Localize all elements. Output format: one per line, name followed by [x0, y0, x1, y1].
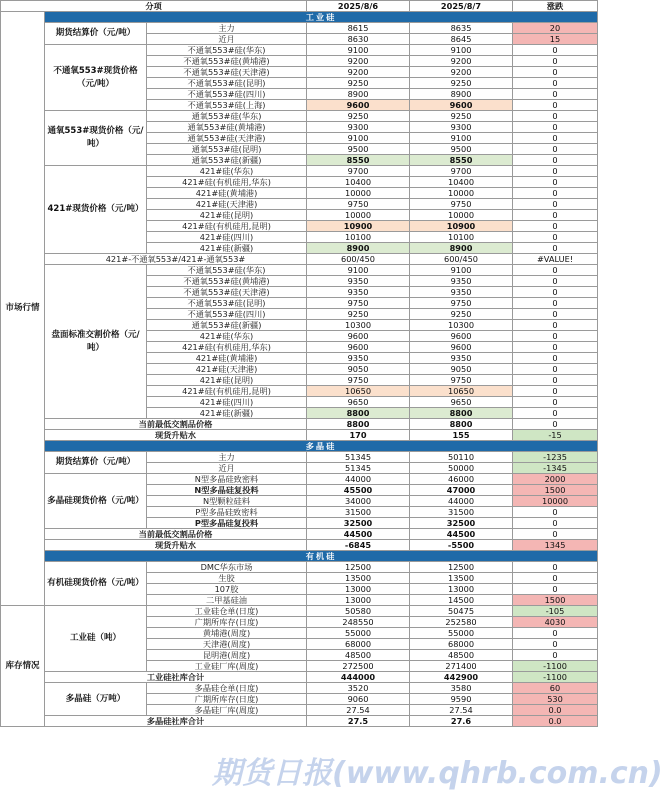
- row-change: 0: [513, 353, 598, 364]
- row-value-date-2: 9100: [410, 265, 513, 276]
- table-row: [1, 672, 598, 683]
- row-change: -105: [513, 606, 598, 617]
- row-value-date-1: 9350: [307, 287, 410, 298]
- row-name: 不通氧553#硅(华东): [147, 45, 307, 56]
- row-value-date-1: 9300: [307, 122, 410, 133]
- row-value-date-2: 8635: [410, 23, 513, 34]
- group-label: 通氧553#现货价格（元/吨）: [45, 111, 147, 166]
- row-change: 0.0: [513, 705, 598, 716]
- row-value-date-1: 48500: [307, 650, 410, 661]
- row-change: 0: [513, 56, 598, 67]
- row-value-date-2: 9350: [410, 287, 513, 298]
- row-value-date-2: 9200: [410, 56, 513, 67]
- row-name: 昆明港(周度): [147, 650, 307, 661]
- section-title: 有机硅: [45, 551, 598, 562]
- header-change: 涨跌: [513, 1, 598, 12]
- group-label: 有机硅现货价格（元/吨）: [45, 562, 147, 606]
- row-value-date-1: 9060: [307, 694, 410, 705]
- table-row: [1, 606, 598, 617]
- row-name: 通氧553#硅(华东): [147, 111, 307, 122]
- row-name: 现货升贴水: [45, 540, 307, 551]
- row-name: 通氧553#硅(昆明): [147, 144, 307, 155]
- row-value-date-2: 9250: [410, 309, 513, 320]
- row-value-date-1: 9250: [307, 111, 410, 122]
- row-change: 0: [513, 628, 598, 639]
- row-value-date-2: 12500: [410, 562, 513, 573]
- row-value-date-1: 9250: [307, 78, 410, 89]
- row-name: 黄埔港(周度): [147, 628, 307, 639]
- row-change: #VALUE!: [513, 254, 598, 265]
- row-change: 0: [513, 199, 598, 210]
- section-row: [1, 12, 598, 23]
- row-value-date-1: 27.5: [307, 716, 410, 727]
- header-date-1: 2025/8/6: [307, 1, 410, 12]
- row-name: 421#硅(新疆): [147, 243, 307, 254]
- row-value-date-2: 9600: [410, 342, 513, 353]
- table-row: [1, 254, 598, 265]
- row-change: 2000: [513, 474, 598, 485]
- row-value-date-1: 27.54: [307, 705, 410, 716]
- row-value-date-2: 10100: [410, 232, 513, 243]
- row-value-date-2: 271400: [410, 661, 513, 672]
- row-value-date-1: 44000: [307, 474, 410, 485]
- row-name: 421#硅(昆明): [147, 375, 307, 386]
- row-name: 107胶: [147, 584, 307, 595]
- row-value-date-1: 9200: [307, 67, 410, 78]
- row-value-date-1: 9100: [307, 133, 410, 144]
- row-value-date-2: 600/450: [410, 254, 513, 265]
- row-change: 0: [513, 320, 598, 331]
- row-change: 0: [513, 529, 598, 540]
- row-value-date-2: 9500: [410, 144, 513, 155]
- row-value-date-2: 9350: [410, 276, 513, 287]
- table-row: [1, 529, 598, 540]
- table-row: [1, 111, 598, 122]
- row-change: 0: [513, 78, 598, 89]
- row-value-date-1: 55000: [307, 628, 410, 639]
- row-name: N型多晶硅复投料: [147, 485, 307, 496]
- row-change: 0: [513, 144, 598, 155]
- row-value-date-2: 68000: [410, 639, 513, 650]
- table-row: [1, 540, 598, 551]
- row-name: 主力: [147, 23, 307, 34]
- row-name: 通氧553#硅(新疆): [147, 155, 307, 166]
- row-value-date-2: 8550: [410, 155, 513, 166]
- row-change: -1100: [513, 661, 598, 672]
- row-name: 不通氧553#硅(黄埔港): [147, 276, 307, 287]
- table-row: [1, 562, 598, 573]
- table-row: [1, 23, 598, 34]
- row-value-date-2: 9590: [410, 694, 513, 705]
- row-value-date-2: 9700: [410, 166, 513, 177]
- row-change: 0: [513, 265, 598, 276]
- row-name: P型多晶硅复投料: [147, 518, 307, 529]
- row-name: 通氧553#硅(天津港): [147, 133, 307, 144]
- row-change: 0: [513, 639, 598, 650]
- row-value-date-2: 32500: [410, 518, 513, 529]
- row-value-date-1: 8630: [307, 34, 410, 45]
- row-value-date-2: 9350: [410, 353, 513, 364]
- row-change: 0: [513, 298, 598, 309]
- row-value-date-1: 272500: [307, 661, 410, 672]
- row-value-date-2: 9250: [410, 111, 513, 122]
- row-name: 421#硅(黄埔港): [147, 353, 307, 364]
- row-change: 20: [513, 23, 598, 34]
- row-value-date-1: 8550: [307, 155, 410, 166]
- row-name: 421#硅(有机硅用,昆明): [147, 221, 307, 232]
- row-value-date-1: 9050: [307, 364, 410, 375]
- row-value-date-1: 8900: [307, 243, 410, 254]
- row-change: -1100: [513, 672, 598, 683]
- row-value-date-2: 14500: [410, 595, 513, 606]
- row-change: 0: [513, 342, 598, 353]
- row-value-date-1: 51345: [307, 463, 410, 474]
- row-value-date-2: 50000: [410, 463, 513, 474]
- row-change: 0: [513, 166, 598, 177]
- category-stock: 库存情况: [1, 606, 45, 727]
- row-name: 421#硅(昆明): [147, 210, 307, 221]
- row-value-date-1: -6845: [307, 540, 410, 551]
- row-value-date-2: 9750: [410, 375, 513, 386]
- row-name: P型多晶硅致密料: [147, 507, 307, 518]
- row-name: 工业硅厂库(周度): [147, 661, 307, 672]
- row-name: 工业硅仓单(日度): [147, 606, 307, 617]
- row-value-date-1: 10000: [307, 188, 410, 199]
- row-change: 0: [513, 122, 598, 133]
- row-name: 不通氧553#硅(天津港): [147, 287, 307, 298]
- row-value-date-1: 34000: [307, 496, 410, 507]
- row-change: -15: [513, 430, 598, 441]
- row-name: 421#硅(华东): [147, 331, 307, 342]
- row-change: 0: [513, 232, 598, 243]
- row-value-date-1: 9100: [307, 265, 410, 276]
- row-change: 0: [513, 507, 598, 518]
- row-value-date-2: 155: [410, 430, 513, 441]
- row-name: 主力: [147, 452, 307, 463]
- row-change: 0: [513, 397, 598, 408]
- row-name: 421#硅(有机硅用,华东): [147, 342, 307, 353]
- row-value-date-2: 9050: [410, 364, 513, 375]
- row-name: 生胶: [147, 573, 307, 584]
- row-value-date-2: 55000: [410, 628, 513, 639]
- group-label: 不通氧553#现货价格（元/吨）: [45, 45, 147, 111]
- table-row: [1, 452, 598, 463]
- row-value-date-1: 444000: [307, 672, 410, 683]
- row-name: 不通氧553#硅(上海): [147, 100, 307, 111]
- row-change: 0: [513, 584, 598, 595]
- row-value-date-2: 9600: [410, 100, 513, 111]
- row-value-date-1: 8900: [307, 89, 410, 100]
- row-change: 0: [513, 188, 598, 199]
- row-value-date-2: 8900: [410, 243, 513, 254]
- row-value-date-1: 170: [307, 430, 410, 441]
- row-value-date-1: 600/450: [307, 254, 410, 265]
- row-name: 现货升贴水: [45, 430, 307, 441]
- table-row: [1, 683, 598, 694]
- row-value-date-2: 46000: [410, 474, 513, 485]
- row-value-date-1: 9350: [307, 353, 410, 364]
- row-value-date-1: 8800: [307, 419, 410, 430]
- row-name: 不通氧553#硅(华东): [147, 265, 307, 276]
- row-name: 多晶硅厂库(周度): [147, 705, 307, 716]
- header-item: 分项: [1, 1, 307, 12]
- row-change: 0: [513, 650, 598, 661]
- row-value-date-2: 9100: [410, 133, 513, 144]
- row-value-date-2: 31500: [410, 507, 513, 518]
- row-name: 421#硅(有机硅用,华东): [147, 177, 307, 188]
- row-value-date-2: 9600: [410, 331, 513, 342]
- row-name: N型颗粒硅料: [147, 496, 307, 507]
- row-value-date-2: 44500: [410, 529, 513, 540]
- row-value-date-1: 9700: [307, 166, 410, 177]
- row-value-date-2: 9750: [410, 298, 513, 309]
- row-change: 0: [513, 518, 598, 529]
- row-value-date-2: 252580: [410, 617, 513, 628]
- row-change: 0: [513, 210, 598, 221]
- section-title: 多晶硅: [45, 441, 598, 452]
- row-value-date-2: 13500: [410, 573, 513, 584]
- row-value-date-1: 10300: [307, 320, 410, 331]
- row-name: N型多晶硅致密料: [147, 474, 307, 485]
- row-value-date-1: 9100: [307, 45, 410, 56]
- row-value-date-2: 9200: [410, 67, 513, 78]
- row-name: 广期所库存(日度): [147, 617, 307, 628]
- row-change: 1500: [513, 595, 598, 606]
- row-name: 不通氧553#硅(四川): [147, 309, 307, 320]
- group-label: 盘面标准交割价格（元/吨）: [45, 265, 147, 419]
- group-label: 期货结算价（元/吨）: [45, 23, 147, 45]
- row-value-date-2: 48500: [410, 650, 513, 661]
- row-name: 421#硅(黄埔港): [147, 188, 307, 199]
- row-name: 421#硅(天津港): [147, 199, 307, 210]
- group-label: 工业硅（吨）: [45, 606, 147, 672]
- row-name: 当前最低交割品价格: [45, 419, 307, 430]
- row-name: 通氧553#硅(黄埔港): [147, 122, 307, 133]
- row-value-date-2: 9250: [410, 78, 513, 89]
- row-value-date-1: 12500: [307, 562, 410, 573]
- row-value-date-1: 45500: [307, 485, 410, 496]
- row-change: -1235: [513, 452, 598, 463]
- row-name: 421#硅(有机硅用,昆明): [147, 386, 307, 397]
- row-value-date-2: 50475: [410, 606, 513, 617]
- row-value-date-1: 10650: [307, 386, 410, 397]
- row-name: 近月: [147, 34, 307, 45]
- row-change: 0: [513, 177, 598, 188]
- row-change: 0: [513, 408, 598, 419]
- row-value-date-1: 13000: [307, 595, 410, 606]
- row-value-date-2: 27.6: [410, 716, 513, 727]
- row-change: 0: [513, 45, 598, 56]
- row-change: 0: [513, 309, 598, 320]
- row-value-date-1: 13500: [307, 573, 410, 584]
- row-change: 530: [513, 694, 598, 705]
- row-value-date-2: 9650: [410, 397, 513, 408]
- section-row: [1, 551, 598, 562]
- watermark: 期货日报(www.qhrb.com.cn): [212, 756, 663, 791]
- row-name: 421#硅(天津港): [147, 364, 307, 375]
- row-value-date-2: 44000: [410, 496, 513, 507]
- row-change: 10000: [513, 496, 598, 507]
- table-row: [1, 166, 598, 177]
- row-value-date-2: 13000: [410, 584, 513, 595]
- row-change: 0: [513, 221, 598, 232]
- row-value-date-2: 8900: [410, 89, 513, 100]
- section-title: 工业硅: [45, 12, 598, 23]
- row-value-date-2: 10900: [410, 221, 513, 232]
- row-name: 不通氧553#硅(昆明): [147, 78, 307, 89]
- row-value-date-1: 10100: [307, 232, 410, 243]
- row-change: 0: [513, 100, 598, 111]
- row-change: 0: [513, 111, 598, 122]
- group-label: 多晶硅现货价格（元/吨）: [45, 474, 147, 529]
- table-row: [1, 716, 598, 727]
- row-value-date-1: 9600: [307, 331, 410, 342]
- row-change: 0: [513, 562, 598, 573]
- row-value-date-1: 3520: [307, 683, 410, 694]
- row-value-date-1: 9350: [307, 276, 410, 287]
- row-value-date-2: 3580: [410, 683, 513, 694]
- row-change: -1345: [513, 463, 598, 474]
- row-value-date-2: 8800: [410, 419, 513, 430]
- row-change: 0: [513, 243, 598, 254]
- row-value-date-1: 10000: [307, 210, 410, 221]
- row-value-date-2: 10400: [410, 177, 513, 188]
- row-value-date-1: 68000: [307, 639, 410, 650]
- row-name: 天津港(周度): [147, 639, 307, 650]
- row-value-date-2: 10000: [410, 210, 513, 221]
- row-name: 近月: [147, 463, 307, 474]
- table-row: [1, 45, 598, 56]
- row-name: 当前最低交割品价格: [45, 529, 307, 540]
- table-row: [1, 265, 598, 276]
- row-change: 4030: [513, 617, 598, 628]
- row-value-date-2: 8800: [410, 408, 513, 419]
- row-change: 0: [513, 386, 598, 397]
- row-value-date-1: 32500: [307, 518, 410, 529]
- row-name: 421#硅(新疆): [147, 408, 307, 419]
- row-value-date-1: 31500: [307, 507, 410, 518]
- row-name: 421#硅(华东): [147, 166, 307, 177]
- row-change: 0: [513, 287, 598, 298]
- row-value-date-1: 8615: [307, 23, 410, 34]
- row-name: 不通氧553#硅(四川): [147, 89, 307, 100]
- row-change: 0: [513, 419, 598, 430]
- row-name: DMC华东市场: [147, 562, 307, 573]
- row-value-date-1: 13000: [307, 584, 410, 595]
- group-label: 多晶硅（万吨）: [45, 683, 147, 716]
- row-value-date-1: 9500: [307, 144, 410, 155]
- row-value-date-1: 9650: [307, 397, 410, 408]
- table-row: [1, 419, 598, 430]
- row-change: 1500: [513, 485, 598, 496]
- group-label: 421#现货价格（元/吨）: [45, 166, 147, 254]
- row-name: 多晶硅社库合计: [45, 716, 307, 727]
- row-name: 不通氧553#硅(天津港): [147, 67, 307, 78]
- price-table-body: [1, 1, 598, 727]
- section-row: [1, 441, 598, 452]
- row-change: 0: [513, 67, 598, 78]
- row-name: 广期所库存(日度): [147, 694, 307, 705]
- row-value-date-1: 9750: [307, 199, 410, 210]
- row-value-date-1: 9600: [307, 100, 410, 111]
- row-value-date-2: 50110: [410, 452, 513, 463]
- row-change: 0: [513, 375, 598, 386]
- row-value-date-2: 27.54: [410, 705, 513, 716]
- table-row: [1, 430, 598, 441]
- row-value-date-1: 248550: [307, 617, 410, 628]
- group-label: 期货结算价（元/吨）: [45, 452, 147, 474]
- row-change: 15: [513, 34, 598, 45]
- row-name: 多晶硅仓单(日度): [147, 683, 307, 694]
- table-row: [1, 474, 598, 485]
- row-value-date-1: 10900: [307, 221, 410, 232]
- header-row: [1, 1, 598, 12]
- row-value-date-2: 9750: [410, 199, 513, 210]
- row-value-date-2: 10650: [410, 386, 513, 397]
- row-name: 不通氧553#硅(昆明): [147, 298, 307, 309]
- row-value-date-2: 9300: [410, 122, 513, 133]
- row-value-date-2: 10000: [410, 188, 513, 199]
- row-value-date-1: 8800: [307, 408, 410, 419]
- row-name: 421#硅(四川): [147, 232, 307, 243]
- row-change: 0: [513, 364, 598, 375]
- row-name: 不通氧553#硅(黄埔港): [147, 56, 307, 67]
- row-name: 通氧553#硅(新疆): [147, 320, 307, 331]
- row-change: 0: [513, 331, 598, 342]
- row-value-date-1: 10400: [307, 177, 410, 188]
- row-value-date-1: 9750: [307, 375, 410, 386]
- row-value-date-1: 44500: [307, 529, 410, 540]
- row-name: 二甲基硅油: [147, 595, 307, 606]
- row-value-date-2: 10300: [410, 320, 513, 331]
- row-name: 421#-不通氧553#/421#-通氧553#: [45, 254, 307, 265]
- row-change: 0.0: [513, 716, 598, 727]
- row-change: 0: [513, 89, 598, 100]
- row-name: 421#硅(四川): [147, 397, 307, 408]
- row-change: 0: [513, 276, 598, 287]
- row-value-date-1: 50580: [307, 606, 410, 617]
- row-name: 工业硅社库合计: [45, 672, 307, 683]
- row-change: 0: [513, 155, 598, 166]
- row-change: 1345: [513, 540, 598, 551]
- row-value-date-1: 9750: [307, 298, 410, 309]
- row-change: 60: [513, 683, 598, 694]
- category-market: 市场行情: [1, 12, 45, 606]
- row-value-date-2: -5500: [410, 540, 513, 551]
- row-value-date-1: 9600: [307, 342, 410, 353]
- row-value-date-2: 47000: [410, 485, 513, 496]
- row-change: 0: [513, 133, 598, 144]
- row-value-date-1: 51345: [307, 452, 410, 463]
- row-value-date-1: 9250: [307, 309, 410, 320]
- row-value-date-2: 8645: [410, 34, 513, 45]
- row-value-date-2: 9100: [410, 45, 513, 56]
- row-change: 0: [513, 573, 598, 584]
- row-value-date-2: 442900: [410, 672, 513, 683]
- header-date-2: 2025/8/7: [410, 1, 513, 12]
- row-value-date-1: 9200: [307, 56, 410, 67]
